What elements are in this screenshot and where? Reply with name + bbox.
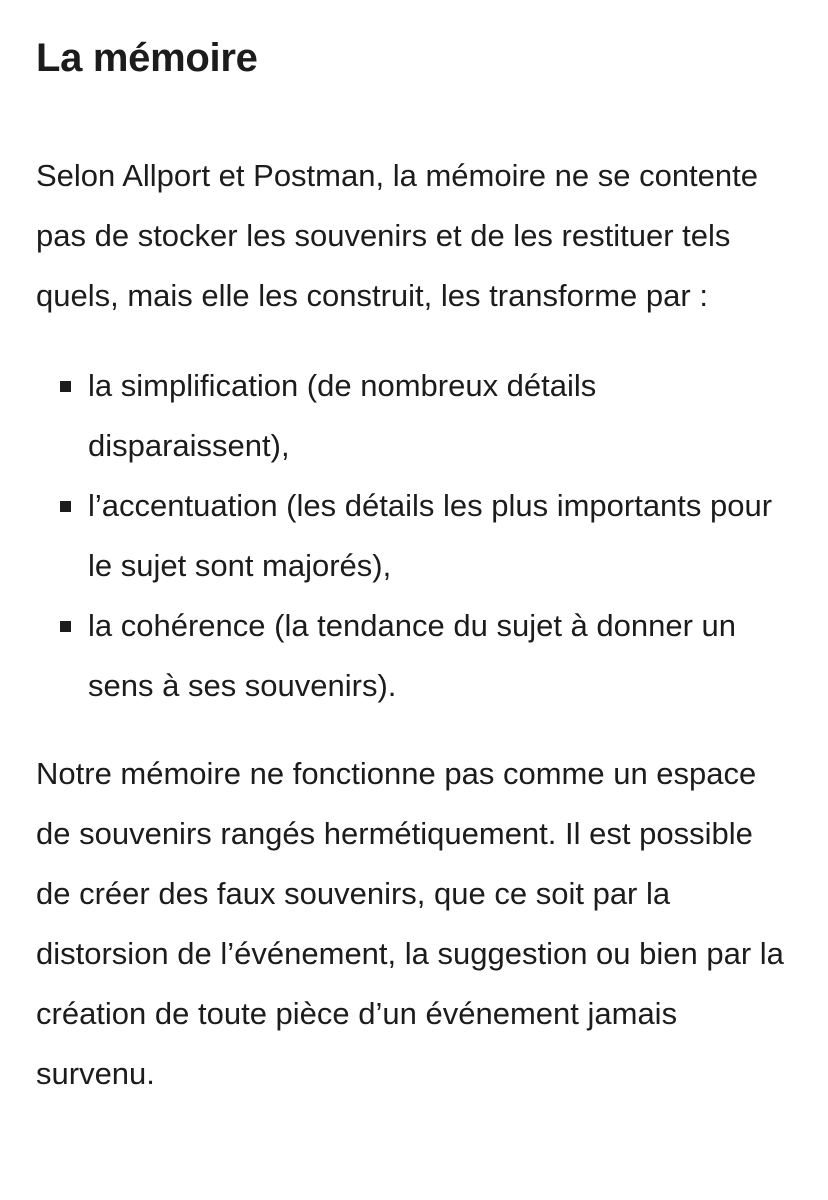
- list-item: [88, 476, 792, 596]
- list-item-text: l’accentuation (les détails les plus importants pour le sujet sont majorés),: [88, 488, 773, 583]
- square-bullet-icon: [60, 501, 71, 512]
- square-bullet-icon: [60, 381, 71, 392]
- list-item-text: la simplification (de nombreux détails disparaissent),: [88, 368, 597, 463]
- list-item: [88, 356, 792, 476]
- bullet-list: [36, 356, 792, 716]
- article-title: La mémoire: [36, 36, 258, 80]
- intro-paragraph: Selon Allport et Postman, la mémoire ne se contente pas de stocker les souvenirs et de les restituer tels quels, mais elle les construit, les transforme par :: [36, 158, 759, 313]
- list-item: [88, 596, 792, 716]
- conclusion-paragraph: Notre mémoire ne fonctionne pas comme un espace de souvenirs rangés hermétiquement. Il est possible de créer des faux souvenirs, que ce soit par la distorsion de l’événement, la suggestion ou bien par la création de toute pièce d’un événement jamais survenu.: [36, 756, 784, 1091]
- square-bullet-icon: [60, 621, 71, 632]
- list-item-text: la cohérence (la tendance du sujet à donner un sens à ses souvenirs).: [88, 608, 737, 703]
